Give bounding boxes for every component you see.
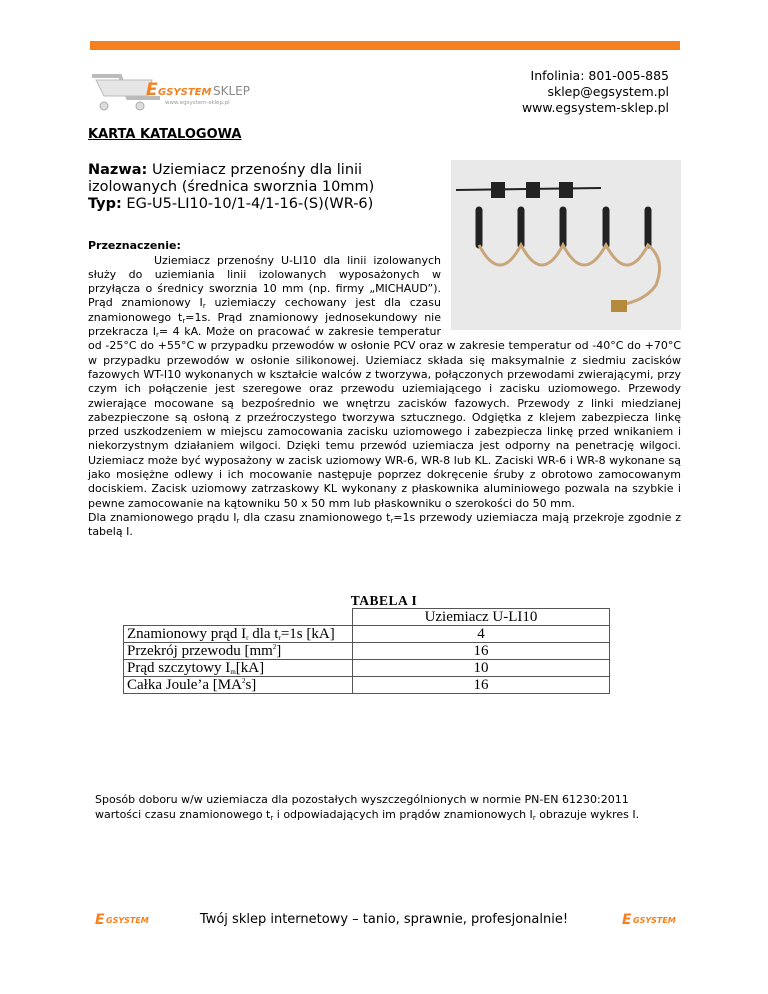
- egsystem-sklep-logo: [90, 68, 280, 113]
- subscript: r: [270, 813, 274, 822]
- text-segment: i odpowiadających im prądów znamionowych I: [273, 807, 533, 821]
- product-type-value: EG-U5-LI10-10/1-4/1-16-(S)(WR-6): [126, 196, 374, 213]
- email-link[interactable]: sklep@egsystem.pl: [547, 84, 669, 99]
- table-row: [124, 660, 610, 677]
- text-segment: dla czasu znamionowego t: [239, 510, 391, 524]
- cross-section-paragraph: [88, 511, 681, 540]
- subscript: r: [156, 331, 159, 340]
- product-type: Typ: EG-U5-LI10-10/1-4/1-16-(S)(WR-6): [88, 196, 374, 213]
- text-segment: uziemiaczy cechowany jest dla czasu znamionowego t: [88, 296, 442, 324]
- text-segment: =1s. Prąd znamionowy jednosekundowy nie przekracza I: [88, 310, 441, 339]
- row-label: Całka Joule’a $[MA^2s]$: [124, 677, 353, 694]
- text-segment: = 4 kA. Może on pracować w zakresie temperatur od -25°C do +55°C w przypadku przewodów w osłonie PCV oraz w zakresie temperatur od -40°C do +70°C w przypadku przewodów w osłonie silikonowej. Uziemiacz składa się maksymalnie z siedmiu zacisków fazowych WT-I10 wykonanych w kształcie walców z tworzywa, połączonych przewodami zwierającymi, przy czym ich połączenie jest szeregowe oraz przewodu uziemiającego i zacisku uziomowego. Przewody zwierające mocowane są bezpośrednio we wnętrzu zacisków fazowych. Przewody z linki miedzianej zabezpieczone są osłoną z przeźroczystego tworzywa sztucznego. Odgiętka z klejem zabezpiecza linkę przed uszkodzeniem w miejscu zamocowania zacisku uziomowego i zabezpiecza linkę przed wnikaniem i niekorzystnym działaniem wilgoci. Dzięki temu przewód uziemiacza jest odporny na penetrację wilgoci. Uziemiacz może być wyposażony w zacisk uziomowy WR-6, WR-8 lub KL. Zaciski WR-6 i WR-8 wykonane są jako mosiężne odlewy i ich mocowanie następuje poprzez dokręcenie śruby z obrotowo zamocowanym dociskiem. Zacisk uziomowy zatrzaskowy KL wykonany z płaskownika aluminiowego pozwala na szybkie i pewne zamocowanie na kątowniku 50 x 50 mm lub płaskowniku o szerokości do 50 mm.: [88, 325, 681, 510]
- svg-text:E: E: [146, 80, 158, 100]
- purpose-label: Przeznaczenie:: [88, 239, 181, 253]
- table-title: TABELA I: [350, 593, 418, 608]
- svg-text:GSYSTEM: GSYSTEM: [106, 916, 149, 925]
- row-label: Znamionowy prąd $I_r$ dla $t_r=1s$ [kA]: [124, 626, 353, 643]
- svg-text:E: E: [95, 912, 105, 926]
- website-link[interactable]: www.egsystem-sklep.pl: [521, 100, 669, 115]
- column-header: Uziemiacz U-LI10: [353, 609, 610, 626]
- row-value: 16: [353, 643, 610, 660]
- svg-text:SKLEP: SKLEP: [213, 84, 250, 98]
- table-row: [124, 626, 610, 643]
- svg-text:E: E: [622, 912, 632, 926]
- product-name: Nazwa: Uziemiacz przenośny dla linii izolowanych (średnica sworznia 10mm): [88, 162, 375, 196]
- subscript: r: [236, 516, 240, 525]
- parameters-table: [123, 608, 610, 694]
- selection-note: [95, 793, 675, 822]
- svg-text:GSYSTEM: GSYSTEM: [633, 916, 676, 925]
- document-title: KARTA KATALOGOWA: [88, 127, 242, 142]
- subscript: r: [390, 516, 394, 525]
- svg-text:GSYSTEM: GSYSTEM: [158, 87, 212, 98]
- text-segment: =1s przewody uziemiacza mają przekroje zgodnie z tabelą I.: [88, 510, 681, 539]
- subscript: r: [202, 302, 206, 311]
- text-segment: Sposób doboru w/w uziemiacza dla pozostałych wyszczególnionych w normie PN-EN 61230:2011 wartości czasu znamionowego t: [95, 793, 629, 821]
- row-value: 4: [353, 626, 610, 643]
- text-segment: Dla znamionowego prądu I: [88, 510, 237, 524]
- infolinia: Infolinia: 801-005-885: [530, 68, 669, 83]
- footer-slogan: Twój sklep internetowy – tanio, sprawnie, profesjonalnie!: [199, 912, 569, 927]
- footer-logo-right: [622, 912, 682, 926]
- contact-info: [522, 68, 669, 116]
- product-name-value: Uziemiacz przenośny dla linii izolowanych (średnica sworznia 10mm): [88, 162, 375, 196]
- subscript: r: [182, 316, 186, 325]
- row-label: Przekrój przewodu $[mm^2]$: [124, 643, 353, 660]
- svg-text:www.egsystem-sklep.pl: www.egsystem-sklep.pl: [165, 100, 230, 106]
- row-label: Prąd szczytowy $I_m[kA]$: [124, 660, 353, 677]
- row-value: 16: [353, 677, 610, 694]
- header-accent-bar: [90, 41, 680, 50]
- table-row: [124, 677, 610, 694]
- text-segment: Uziemiacz przenośny U-LI10 dla linii izolowanych służy do uziemiania linii izolowanych wyposażonych w przyłącza o średnicy sworznia 10 mm (np. firmy „MICHAUD”). Prąd znamionowy I: [88, 253, 441, 310]
- row-value: 10: [353, 660, 610, 677]
- document-body: [88, 128, 681, 540]
- text-segment: obrazuje wykres I.: [535, 807, 640, 821]
- table-row: [124, 643, 610, 660]
- subscript: r: [532, 813, 536, 822]
- product-photo: [451, 160, 681, 330]
